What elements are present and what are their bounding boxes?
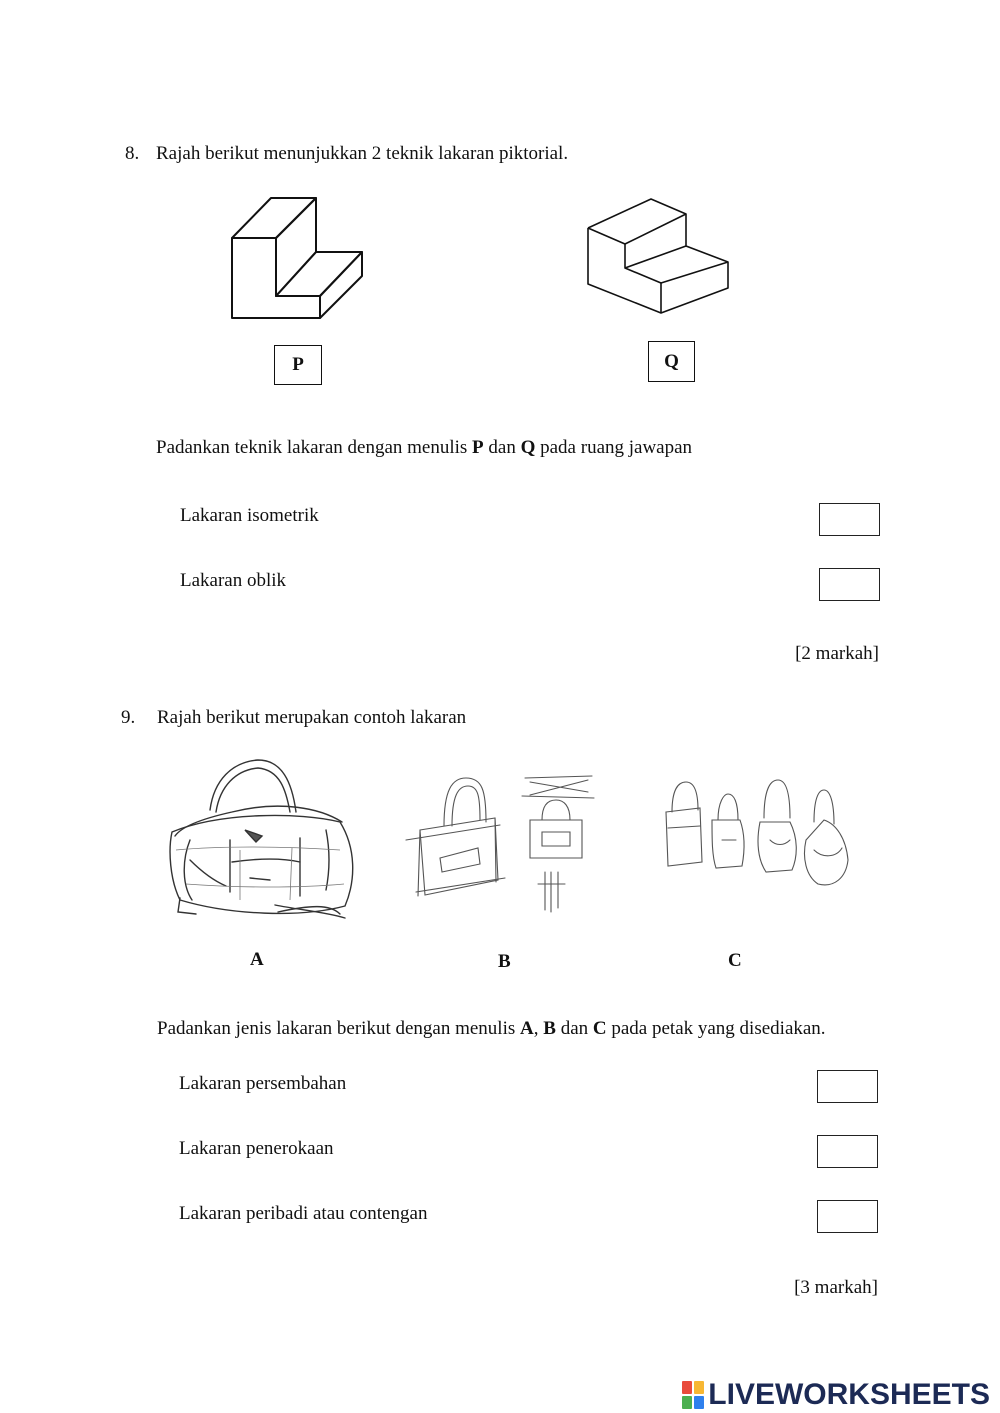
brand-worksheets: WORKSHEETS — [774, 1378, 990, 1411]
brand-live: LIVE — [708, 1378, 775, 1411]
q9-answer-box-exploration[interactable] — [817, 1135, 878, 1168]
q8-number: 8. — [125, 143, 140, 164]
logo-square-green — [682, 1396, 692, 1409]
label-q: Q — [648, 341, 695, 382]
q8-item-oblique: Lakaran oblik — [180, 570, 287, 591]
logo-square-blue — [694, 1396, 704, 1409]
q8-item-isometric: Lakaran isometrik — [180, 505, 319, 526]
q8-prompt: Rajah berikut menunjukkan 2 teknik lakaran piktorial. — [156, 143, 569, 164]
q9-answer-box-presentation[interactable] — [817, 1070, 878, 1103]
q9-answer-box-personal[interactable] — [817, 1200, 878, 1233]
q9-item-presentation: Lakaran persembahan — [179, 1073, 347, 1094]
liveworksheets-logo — [682, 1378, 990, 1412]
label-p: P — [274, 345, 322, 385]
figure-label-c: C — [728, 950, 742, 971]
q9-instruction: Padankan jenis lakaran berikut dengan menulis A, B dan C pada petak yang disediakan. — [157, 1018, 826, 1039]
q9-prompt: Rajah berikut merupakan contoh lakaran — [157, 707, 467, 728]
figure-label-b: B — [498, 951, 511, 972]
liveworksheets-logo-icon — [682, 1381, 704, 1409]
q9-item-exploration: Lakaran penerokaan — [179, 1138, 334, 1159]
figure-label-a: A — [250, 949, 264, 970]
q8-instruction: Padankan teknik lakaran dengan menulis P dan Q pada ruang jawapan — [156, 437, 693, 458]
q8-marks: [2 markah] — [795, 643, 879, 664]
logo-square-red — [682, 1381, 692, 1394]
q9-number: 9. — [121, 707, 136, 728]
q9-marks: [3 markah] — [794, 1277, 878, 1298]
logo-square-yellow — [694, 1381, 704, 1394]
q9-item-personal: Lakaran peribadi atau contengan — [179, 1203, 428, 1224]
